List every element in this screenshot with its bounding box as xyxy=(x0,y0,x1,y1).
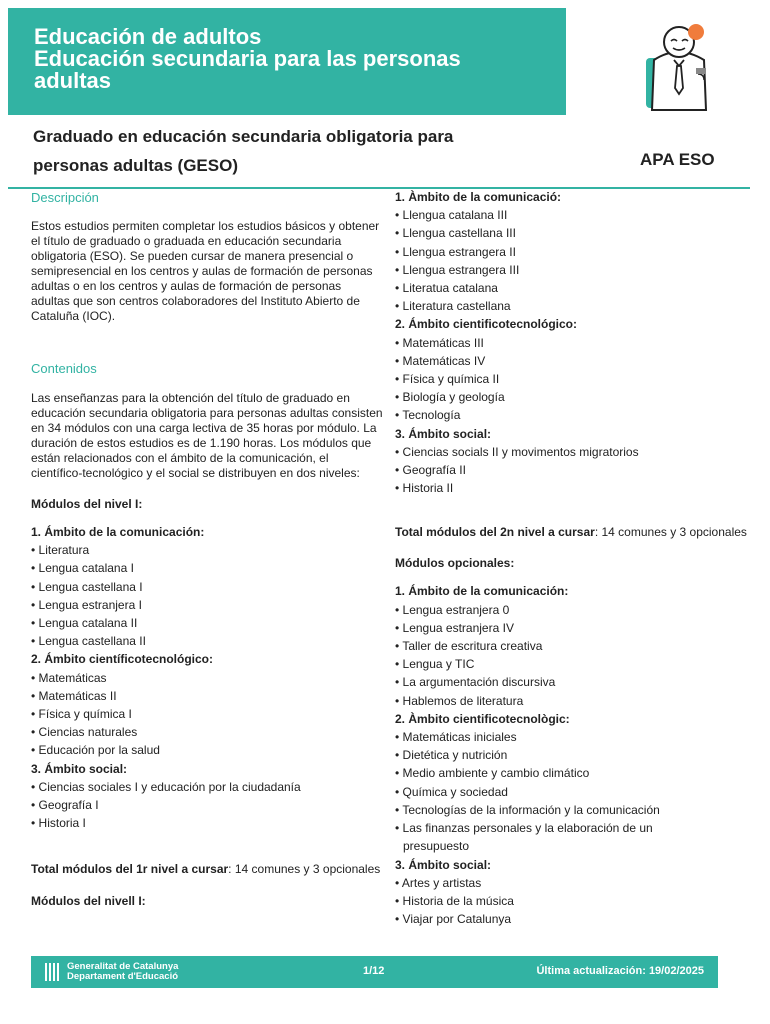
list-item: • Lengua catalana II xyxy=(31,616,138,631)
left-column xyxy=(31,188,383,908)
nivel1-total-value: : 14 comunes y 3 opcionales xyxy=(228,862,381,877)
list-item: • Biología y geología xyxy=(395,390,505,405)
opc-cien-heading: 2. Àmbito cientificotecnològic: xyxy=(395,711,570,726)
nivel1-cien-list xyxy=(31,669,383,760)
page-title-line1: Educación de adultos xyxy=(34,24,262,49)
list-item: • Llengua estrangera II xyxy=(395,244,516,259)
list-item: • Dietética y nutrición xyxy=(395,748,508,763)
list-item: • Hablemos de literatura xyxy=(395,693,524,708)
list-item: presupuesto xyxy=(403,839,470,854)
list-item: • Matemáticas II xyxy=(31,688,117,703)
list-item: • Lengua catalana I xyxy=(31,561,134,576)
list-item: • Llengua estrangera III xyxy=(395,262,520,277)
list-item: • Lengua y TIC xyxy=(395,657,475,672)
nivel2-com-list xyxy=(395,206,755,315)
nivel2-cien-heading: 2. Ámbito cientificotecnológico: xyxy=(395,317,578,332)
opc-com-heading: 1. Ámbito de la comunicación: xyxy=(395,584,569,599)
subtitle xyxy=(33,122,593,180)
opc-soc-list xyxy=(395,874,755,929)
list-item: • Física y química I xyxy=(31,707,132,722)
nivel2-total-label: Total módulos del 2n nivel a cursar xyxy=(395,525,595,540)
descripcion-heading: Descripción xyxy=(31,190,99,205)
list-item: • Geografía I xyxy=(31,798,99,813)
list-item: • Matemáticas xyxy=(31,670,107,685)
list-item: • Lengua estranjera 0 xyxy=(395,602,510,617)
list-item: • Tecnología xyxy=(395,408,461,423)
list-item: • La argumentación discursiva xyxy=(395,675,556,690)
list-item: • Matemáticas iniciales xyxy=(395,730,517,745)
list-item: • Matemáticas IV xyxy=(395,353,486,368)
adult-learner-icon xyxy=(630,14,730,114)
list-item: • Medio ambiente y cambio climático xyxy=(395,766,590,781)
header-banner xyxy=(8,8,566,115)
contenidos-heading: Contenidos xyxy=(31,361,97,376)
nivel1-total-label: Total módulos del 1r nivel a cursar xyxy=(31,862,229,877)
list-item: • Ciencias socials II y movimentos migratorios xyxy=(395,444,639,459)
nivel1-com-heading: 1. Ámbito de la comunicación: xyxy=(31,525,205,539)
list-item: • Tecnologías de la información y la comunicación xyxy=(395,802,660,817)
program-tag: APA ESO xyxy=(640,150,715,169)
page-title-line2: Educación secundaria para las personas xyxy=(34,46,461,71)
list-item: • Viajar por Catalunya xyxy=(395,912,512,927)
list-item: • Ciencias sociales I y educación por la ciudadanía xyxy=(31,779,301,794)
org-line1: Generalitat de Catalunya xyxy=(67,961,179,972)
list-item: • Las finanzas personales y la elaboración de un xyxy=(395,821,653,836)
subtitle-line1: Graduado en educación secundaria obligatoria para xyxy=(33,127,454,146)
nivel1-heading: Módulos del nivel I: xyxy=(31,497,143,511)
nivel2-soc-heading: 3. Ámbito social: xyxy=(395,426,492,441)
nivel2-heading: Módulos del nivell I: xyxy=(31,894,146,909)
generalitat-logo-icon xyxy=(45,963,61,981)
nivel2-com-heading: 1. Àmbito de la comunicació: xyxy=(395,190,562,204)
list-item: • Historia de la música xyxy=(395,893,514,908)
contenidos-text: Las enseñanzas para la obtención del título de graduado en educación secundaria obligatoria para personas adultas consisten en 34 módulos con una carga lectiva de 35 horas por módulo. La duración de estos estudios es de 1.190 horas. Los módulos que están relacionados con el ámbito de la comunicación, el científico-tecnológico y el social se distribuyen en dos niveles: xyxy=(31,391,383,480)
page-number: 1/12 xyxy=(363,965,385,977)
list-item: • Literatura xyxy=(31,543,90,558)
nivel1-total xyxy=(31,862,383,877)
nivel1-cien-heading: 2. Ámbito científicotecnológico: xyxy=(31,652,214,667)
list-item: • Lengua estranjera IV xyxy=(395,620,514,635)
nivel2-total xyxy=(395,525,755,540)
list-item: • Llengua catalana III xyxy=(395,208,508,223)
descripcion-text: Estos estudios permiten completar los estudios básicos y obtener el título de graduado o graduada en educación secundaria obligatoria (ESO). Se pueden cursar de manera presencial o semipresencial en los centros y aulas de formación de personas adultas o en los centros y aulas de formación de personas adultas que son centros colaboradores del Instituto Abierto de Cataluña (IOC). xyxy=(31,219,380,323)
right-column xyxy=(395,188,755,928)
list-item: • Llengua castellana III xyxy=(395,226,516,241)
nivel1-com-list xyxy=(31,541,383,650)
footer-bar xyxy=(31,956,718,988)
last-updated: Última actualización: 19/02/2025 xyxy=(536,965,704,977)
nivel1-soc-heading: 3. Ámbito social: xyxy=(31,761,128,776)
list-item: • Lengua castellana II xyxy=(31,634,146,649)
optional-heading: Módulos opcionales: xyxy=(395,556,515,571)
nivel2-soc-list xyxy=(395,443,755,498)
list-item: • Ciencias naturales xyxy=(31,725,138,740)
opc-cien-list xyxy=(395,728,755,855)
list-item: • Historia I xyxy=(31,816,86,831)
list-item: • Química y sociedad xyxy=(395,784,508,799)
list-item: • Literatura castellana xyxy=(395,299,511,314)
list-item: • Educación por la salud xyxy=(31,743,160,758)
list-item: • Lengua estranjera I xyxy=(31,597,142,612)
nivel1-soc-list xyxy=(31,778,383,833)
org-line2: Departament d'Educació xyxy=(67,971,179,982)
list-item: • Matemáticas III xyxy=(395,335,484,350)
nivel2-total-value: : 14 comunes y 3 opcionales xyxy=(594,525,747,540)
page-title-line3: adultas xyxy=(34,68,112,93)
list-item: • Historia II xyxy=(395,481,454,496)
org-name xyxy=(67,962,178,982)
nivel2-cien-list xyxy=(395,334,755,425)
opc-com-list xyxy=(395,601,755,710)
list-item: • Física y química II xyxy=(395,372,500,387)
list-item: • Geografía II xyxy=(395,463,466,478)
subtitle-line2: personas adultas (GESO) xyxy=(33,156,238,175)
opc-soc-heading: 3. Ámbito social: xyxy=(395,857,492,872)
list-item: • Taller de escritura creativa xyxy=(395,639,543,654)
list-item: • Lengua castellana I xyxy=(31,579,143,594)
list-item: • Artes y artistas xyxy=(395,875,482,890)
list-item: • Literatua catalana xyxy=(395,281,498,296)
